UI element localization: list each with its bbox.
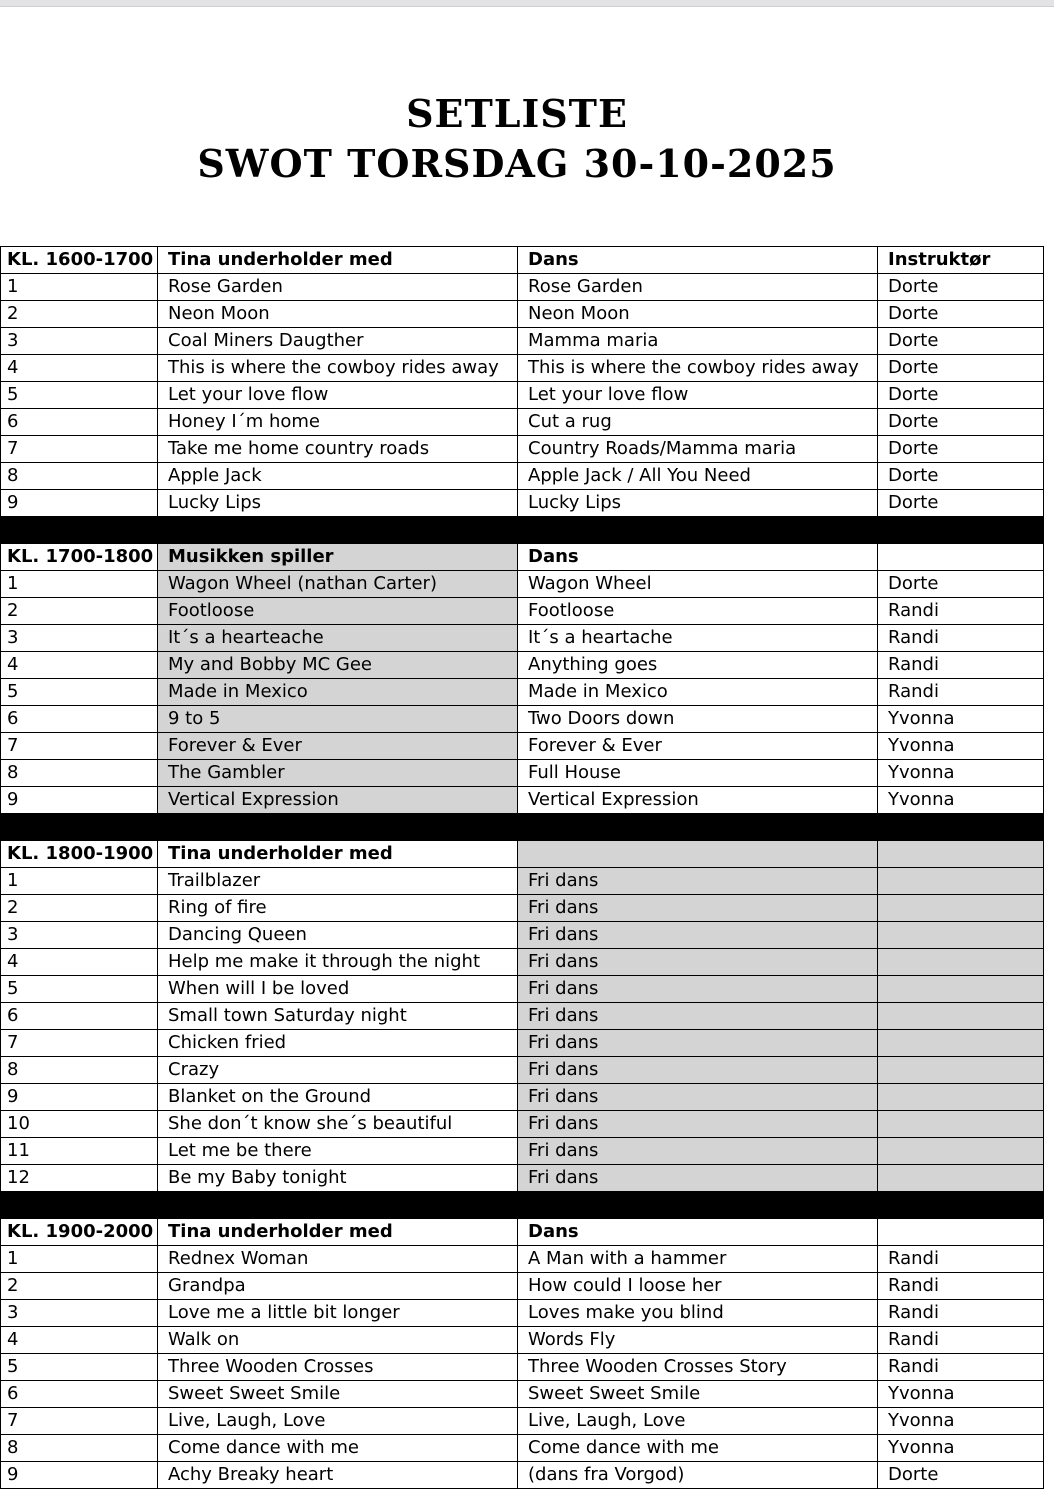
- song-title: Honey I´m home: [158, 409, 518, 436]
- row-number: 3: [1, 625, 158, 652]
- section-time: KL. 1900-2000: [1, 1219, 158, 1246]
- dance-name: Fri dans: [518, 895, 878, 922]
- song-title: Come dance with me: [158, 1435, 518, 1462]
- song-title: It´s a hearteache: [158, 625, 518, 652]
- table-row: [1, 625, 1044, 652]
- table-row: [1, 436, 1044, 463]
- table-row: [1, 301, 1044, 328]
- dance-name: Fri dans: [518, 922, 878, 949]
- row-number: 6: [1, 1381, 158, 1408]
- song-title: Let your love flow: [158, 382, 518, 409]
- row-number: 11: [1, 1138, 158, 1165]
- table-row: [1, 1354, 1044, 1381]
- instructor-column-header: [878, 841, 1044, 868]
- page-subtitle: SWOT TORSDAG 30-10-2025: [197, 141, 837, 186]
- song-title: Forever & Ever: [158, 733, 518, 760]
- instructor-name: [878, 868, 1044, 895]
- instructor-name: [878, 949, 1044, 976]
- song-title: When will I be loved: [158, 976, 518, 1003]
- instructor-name: Yvonna: [878, 733, 1044, 760]
- dance-name: Fri dans: [518, 949, 878, 976]
- setlist-table: [0, 246, 1044, 1489]
- section-time: KL. 1700-1800: [1, 544, 158, 571]
- separator-cell: [158, 517, 518, 544]
- row-number: 8: [1, 1057, 158, 1084]
- instructor-column-header: [878, 544, 1044, 571]
- table-row: [1, 409, 1044, 436]
- row-number: 9: [1, 787, 158, 814]
- instructor-name: Dorte: [878, 274, 1044, 301]
- separator-cell: [1, 517, 158, 544]
- instructor-name: Randi: [878, 1300, 1044, 1327]
- row-number: 2: [1, 1273, 158, 1300]
- instructor-name: Yvonna: [878, 1435, 1044, 1462]
- dance-name: Live, Laugh, Love: [518, 1408, 878, 1435]
- dance-name: Lucky Lips: [518, 490, 878, 517]
- table-row: [1, 1300, 1044, 1327]
- dance-name: It´s a heartache: [518, 625, 878, 652]
- row-number: 3: [1, 1300, 158, 1327]
- table-row: [1, 490, 1044, 517]
- dance-name: Made in Mexico: [518, 679, 878, 706]
- table-row: [1, 274, 1044, 301]
- instructor-name: Dorte: [878, 436, 1044, 463]
- row-number: 6: [1, 409, 158, 436]
- table-row: [1, 706, 1044, 733]
- instructor-column-header: [878, 1219, 1044, 1246]
- row-number: 7: [1, 1408, 158, 1435]
- table-row: [1, 949, 1044, 976]
- section-separator: [1, 517, 1044, 544]
- dance-name: How could I loose her: [518, 1273, 878, 1300]
- instructor-name: [878, 1003, 1044, 1030]
- row-number: 4: [1, 949, 158, 976]
- song-column-header: Musikken spiller: [158, 544, 518, 571]
- song-title: Achy Breaky heart: [158, 1462, 518, 1489]
- song-title: Small town Saturday night: [158, 1003, 518, 1030]
- table-row: [1, 733, 1044, 760]
- table-row: [1, 652, 1044, 679]
- dance-name: Cut a rug: [518, 409, 878, 436]
- dance-name: A Man with a hammer: [518, 1246, 878, 1273]
- dance-name: Fri dans: [518, 1003, 878, 1030]
- table-row: [1, 922, 1044, 949]
- song-column-header: Tina underholder med: [158, 247, 518, 274]
- row-number: 8: [1, 1435, 158, 1462]
- dance-name: Fri dans: [518, 1111, 878, 1138]
- row-number: 7: [1, 1030, 158, 1057]
- row-number: 1: [1, 868, 158, 895]
- dance-name: Mamma maria: [518, 328, 878, 355]
- dance-name: Fri dans: [518, 868, 878, 895]
- table-row: [1, 760, 1044, 787]
- instructor-name: Randi: [878, 1354, 1044, 1381]
- song-title: Grandpa: [158, 1273, 518, 1300]
- song-title: My and Bobby MC Gee: [158, 652, 518, 679]
- song-title: Ring of fire: [158, 895, 518, 922]
- instructor-name: Yvonna: [878, 1408, 1044, 1435]
- dance-name: Fri dans: [518, 1030, 878, 1057]
- instructor-name: Yvonna: [878, 760, 1044, 787]
- separator-cell: [158, 814, 518, 841]
- separator-cell: [158, 1192, 518, 1219]
- song-title: Be my Baby tonight: [158, 1165, 518, 1192]
- song-title: Rose Garden: [158, 274, 518, 301]
- dance-name: Fri dans: [518, 1084, 878, 1111]
- instructor-name: Dorte: [878, 301, 1044, 328]
- table-row: [1, 1462, 1044, 1489]
- instructor-name: Yvonna: [878, 706, 1044, 733]
- row-number: 6: [1, 706, 158, 733]
- dance-name: Vertical Expression: [518, 787, 878, 814]
- dance-name: Fri dans: [518, 1165, 878, 1192]
- row-number: 5: [1, 976, 158, 1003]
- table-row: [1, 571, 1044, 598]
- song-title: Apple Jack: [158, 463, 518, 490]
- instructor-name: Randi: [878, 1327, 1044, 1354]
- song-title: Neon Moon: [158, 301, 518, 328]
- row-number: 12: [1, 1165, 158, 1192]
- instructor-name: [878, 895, 1044, 922]
- table-row: [1, 1246, 1044, 1273]
- row-number: 4: [1, 652, 158, 679]
- dance-name: Two Doors down: [518, 706, 878, 733]
- song-title: Let me be there: [158, 1138, 518, 1165]
- dance-name: Footloose: [518, 598, 878, 625]
- table-row: [1, 1084, 1044, 1111]
- song-title: 9 to 5: [158, 706, 518, 733]
- table-row: [1, 1030, 1044, 1057]
- separator-cell: [878, 814, 1044, 841]
- table-row: [1, 598, 1044, 625]
- dance-name: Country Roads/Mamma maria: [518, 436, 878, 463]
- dance-column-header: [518, 841, 878, 868]
- dance-name: Fri dans: [518, 1057, 878, 1084]
- row-number: 5: [1, 382, 158, 409]
- song-title: This is where the cowboy rides away: [158, 355, 518, 382]
- instructor-name: Dorte: [878, 355, 1044, 382]
- row-number: 1: [1, 571, 158, 598]
- table-row: [1, 787, 1044, 814]
- row-number: 9: [1, 490, 158, 517]
- row-number: 3: [1, 922, 158, 949]
- table-row: [1, 463, 1044, 490]
- table-row: [1, 1327, 1044, 1354]
- dance-name: Loves make you blind: [518, 1300, 878, 1327]
- section-time: KL. 1800-1900: [1, 841, 158, 868]
- instructor-name: Dorte: [878, 328, 1044, 355]
- instructor-name: Dorte: [878, 571, 1044, 598]
- table-row: [1, 868, 1044, 895]
- dance-name: Neon Moon: [518, 301, 878, 328]
- row-number: 2: [1, 301, 158, 328]
- instructor-name: Dorte: [878, 1462, 1044, 1489]
- dance-name: (dans fra Vorgod): [518, 1462, 878, 1489]
- table-row: [1, 1435, 1044, 1462]
- song-title: Footloose: [158, 598, 518, 625]
- section-header-row: [1, 841, 1044, 868]
- table-row: [1, 382, 1044, 409]
- song-title: Help me make it through the night: [158, 949, 518, 976]
- dance-name: Forever & Ever: [518, 733, 878, 760]
- song-title: Vertical Expression: [158, 787, 518, 814]
- row-number: 5: [1, 679, 158, 706]
- section-separator: [1, 1192, 1044, 1219]
- row-number: 2: [1, 895, 158, 922]
- instructor-name: [878, 1111, 1044, 1138]
- row-number: 8: [1, 463, 158, 490]
- window-top-edge: [0, 0, 1054, 7]
- dance-name: Fri dans: [518, 976, 878, 1003]
- separator-cell: [518, 1192, 878, 1219]
- dance-name: Full House: [518, 760, 878, 787]
- row-number: 8: [1, 760, 158, 787]
- song-title: Made in Mexico: [158, 679, 518, 706]
- instructor-name: Randi: [878, 679, 1044, 706]
- instructor-name: [878, 1165, 1044, 1192]
- song-title: Blanket on the Ground: [158, 1084, 518, 1111]
- song-title: Wagon Wheel (nathan Carter): [158, 571, 518, 598]
- dance-name: Apple Jack / All You Need: [518, 463, 878, 490]
- dance-name: Fri dans: [518, 1138, 878, 1165]
- instructor-name: [878, 1057, 1044, 1084]
- separator-cell: [878, 517, 1044, 544]
- instructor-name: Yvonna: [878, 1381, 1044, 1408]
- table-row: [1, 1138, 1044, 1165]
- instructor-name: [878, 1084, 1044, 1111]
- row-number: 5: [1, 1354, 158, 1381]
- instructor-name: Yvonna: [878, 787, 1044, 814]
- song-title: The Gambler: [158, 760, 518, 787]
- section-time: KL. 1600-1700: [1, 247, 158, 274]
- instructor-name: Dorte: [878, 490, 1044, 517]
- separator-cell: [518, 517, 878, 544]
- song-title: Coal Miners Daugther: [158, 328, 518, 355]
- row-number: 10: [1, 1111, 158, 1138]
- song-title: Chicken fried: [158, 1030, 518, 1057]
- instructor-name: Dorte: [878, 382, 1044, 409]
- song-title: Three Wooden Crosses: [158, 1354, 518, 1381]
- row-number: 9: [1, 1084, 158, 1111]
- song-column-header: Tina underholder med: [158, 1219, 518, 1246]
- page-title: SETLISTE: [406, 91, 628, 136]
- table-row: [1, 1165, 1044, 1192]
- instructor-name: [878, 1030, 1044, 1057]
- separator-cell: [1, 814, 158, 841]
- row-number: 7: [1, 733, 158, 760]
- row-number: 1: [1, 274, 158, 301]
- table-row: [1, 328, 1044, 355]
- row-number: 2: [1, 598, 158, 625]
- row-number: 7: [1, 436, 158, 463]
- table-row: [1, 355, 1044, 382]
- dance-name: This is where the cowboy rides away: [518, 355, 878, 382]
- dance-name: Wagon Wheel: [518, 571, 878, 598]
- table-row: [1, 976, 1044, 1003]
- table-row: [1, 1408, 1044, 1435]
- instructor-name: Randi: [878, 625, 1044, 652]
- separator-cell: [518, 814, 878, 841]
- table-row: [1, 679, 1044, 706]
- song-title: Walk on: [158, 1327, 518, 1354]
- row-number: 9: [1, 1462, 158, 1489]
- instructor-name: [878, 922, 1044, 949]
- instructor-name: [878, 976, 1044, 1003]
- table-row: [1, 1381, 1044, 1408]
- song-title: Rednex Woman: [158, 1246, 518, 1273]
- section-header-row: [1, 1219, 1044, 1246]
- song-title: Crazy: [158, 1057, 518, 1084]
- song-title: Trailblazer: [158, 868, 518, 895]
- row-number: 4: [1, 1327, 158, 1354]
- instructor-name: Randi: [878, 1273, 1044, 1300]
- dance-column-header: Dans: [518, 247, 878, 274]
- instructor-name: [878, 1138, 1044, 1165]
- row-number: 3: [1, 328, 158, 355]
- song-title: Sweet Sweet Smile: [158, 1381, 518, 1408]
- dance-column-header: Dans: [518, 544, 878, 571]
- table-row: [1, 1273, 1044, 1300]
- separator-cell: [878, 1192, 1044, 1219]
- row-number: 1: [1, 1246, 158, 1273]
- dance-column-header: Dans: [518, 1219, 878, 1246]
- table-row: [1, 1111, 1044, 1138]
- setlist-body: [1, 247, 1044, 1489]
- dance-name: Three Wooden Crosses Story: [518, 1354, 878, 1381]
- song-title: Lucky Lips: [158, 490, 518, 517]
- instructor-name: Dorte: [878, 409, 1044, 436]
- dance-name: Words Fly: [518, 1327, 878, 1354]
- song-title: Live, Laugh, Love: [158, 1408, 518, 1435]
- dance-name: Anything goes: [518, 652, 878, 679]
- instructor-name: Randi: [878, 652, 1044, 679]
- instructor-column-header: Instruktør: [878, 247, 1044, 274]
- song-title: Love me a little bit longer: [158, 1300, 518, 1327]
- separator-cell: [1, 1192, 158, 1219]
- table-row: [1, 895, 1044, 922]
- song-title: She don´t know she´s beautiful: [158, 1111, 518, 1138]
- song-title: Take me home country roads: [158, 436, 518, 463]
- instructor-name: Randi: [878, 1246, 1044, 1273]
- instructor-name: Randi: [878, 598, 1044, 625]
- dance-name: Come dance with me: [518, 1435, 878, 1462]
- instructor-name: Dorte: [878, 463, 1044, 490]
- section-separator: [1, 814, 1044, 841]
- table-row: [1, 1057, 1044, 1084]
- row-number: 6: [1, 1003, 158, 1030]
- dance-name: Sweet Sweet Smile: [518, 1381, 878, 1408]
- dance-name: Rose Garden: [518, 274, 878, 301]
- dance-name: Let your love flow: [518, 382, 878, 409]
- section-header-row: [1, 247, 1044, 274]
- section-header-row: [1, 544, 1044, 571]
- song-column-header: Tina underholder med: [158, 841, 518, 868]
- table-row: [1, 1003, 1044, 1030]
- song-title: Dancing Queen: [158, 922, 518, 949]
- row-number: 4: [1, 355, 158, 382]
